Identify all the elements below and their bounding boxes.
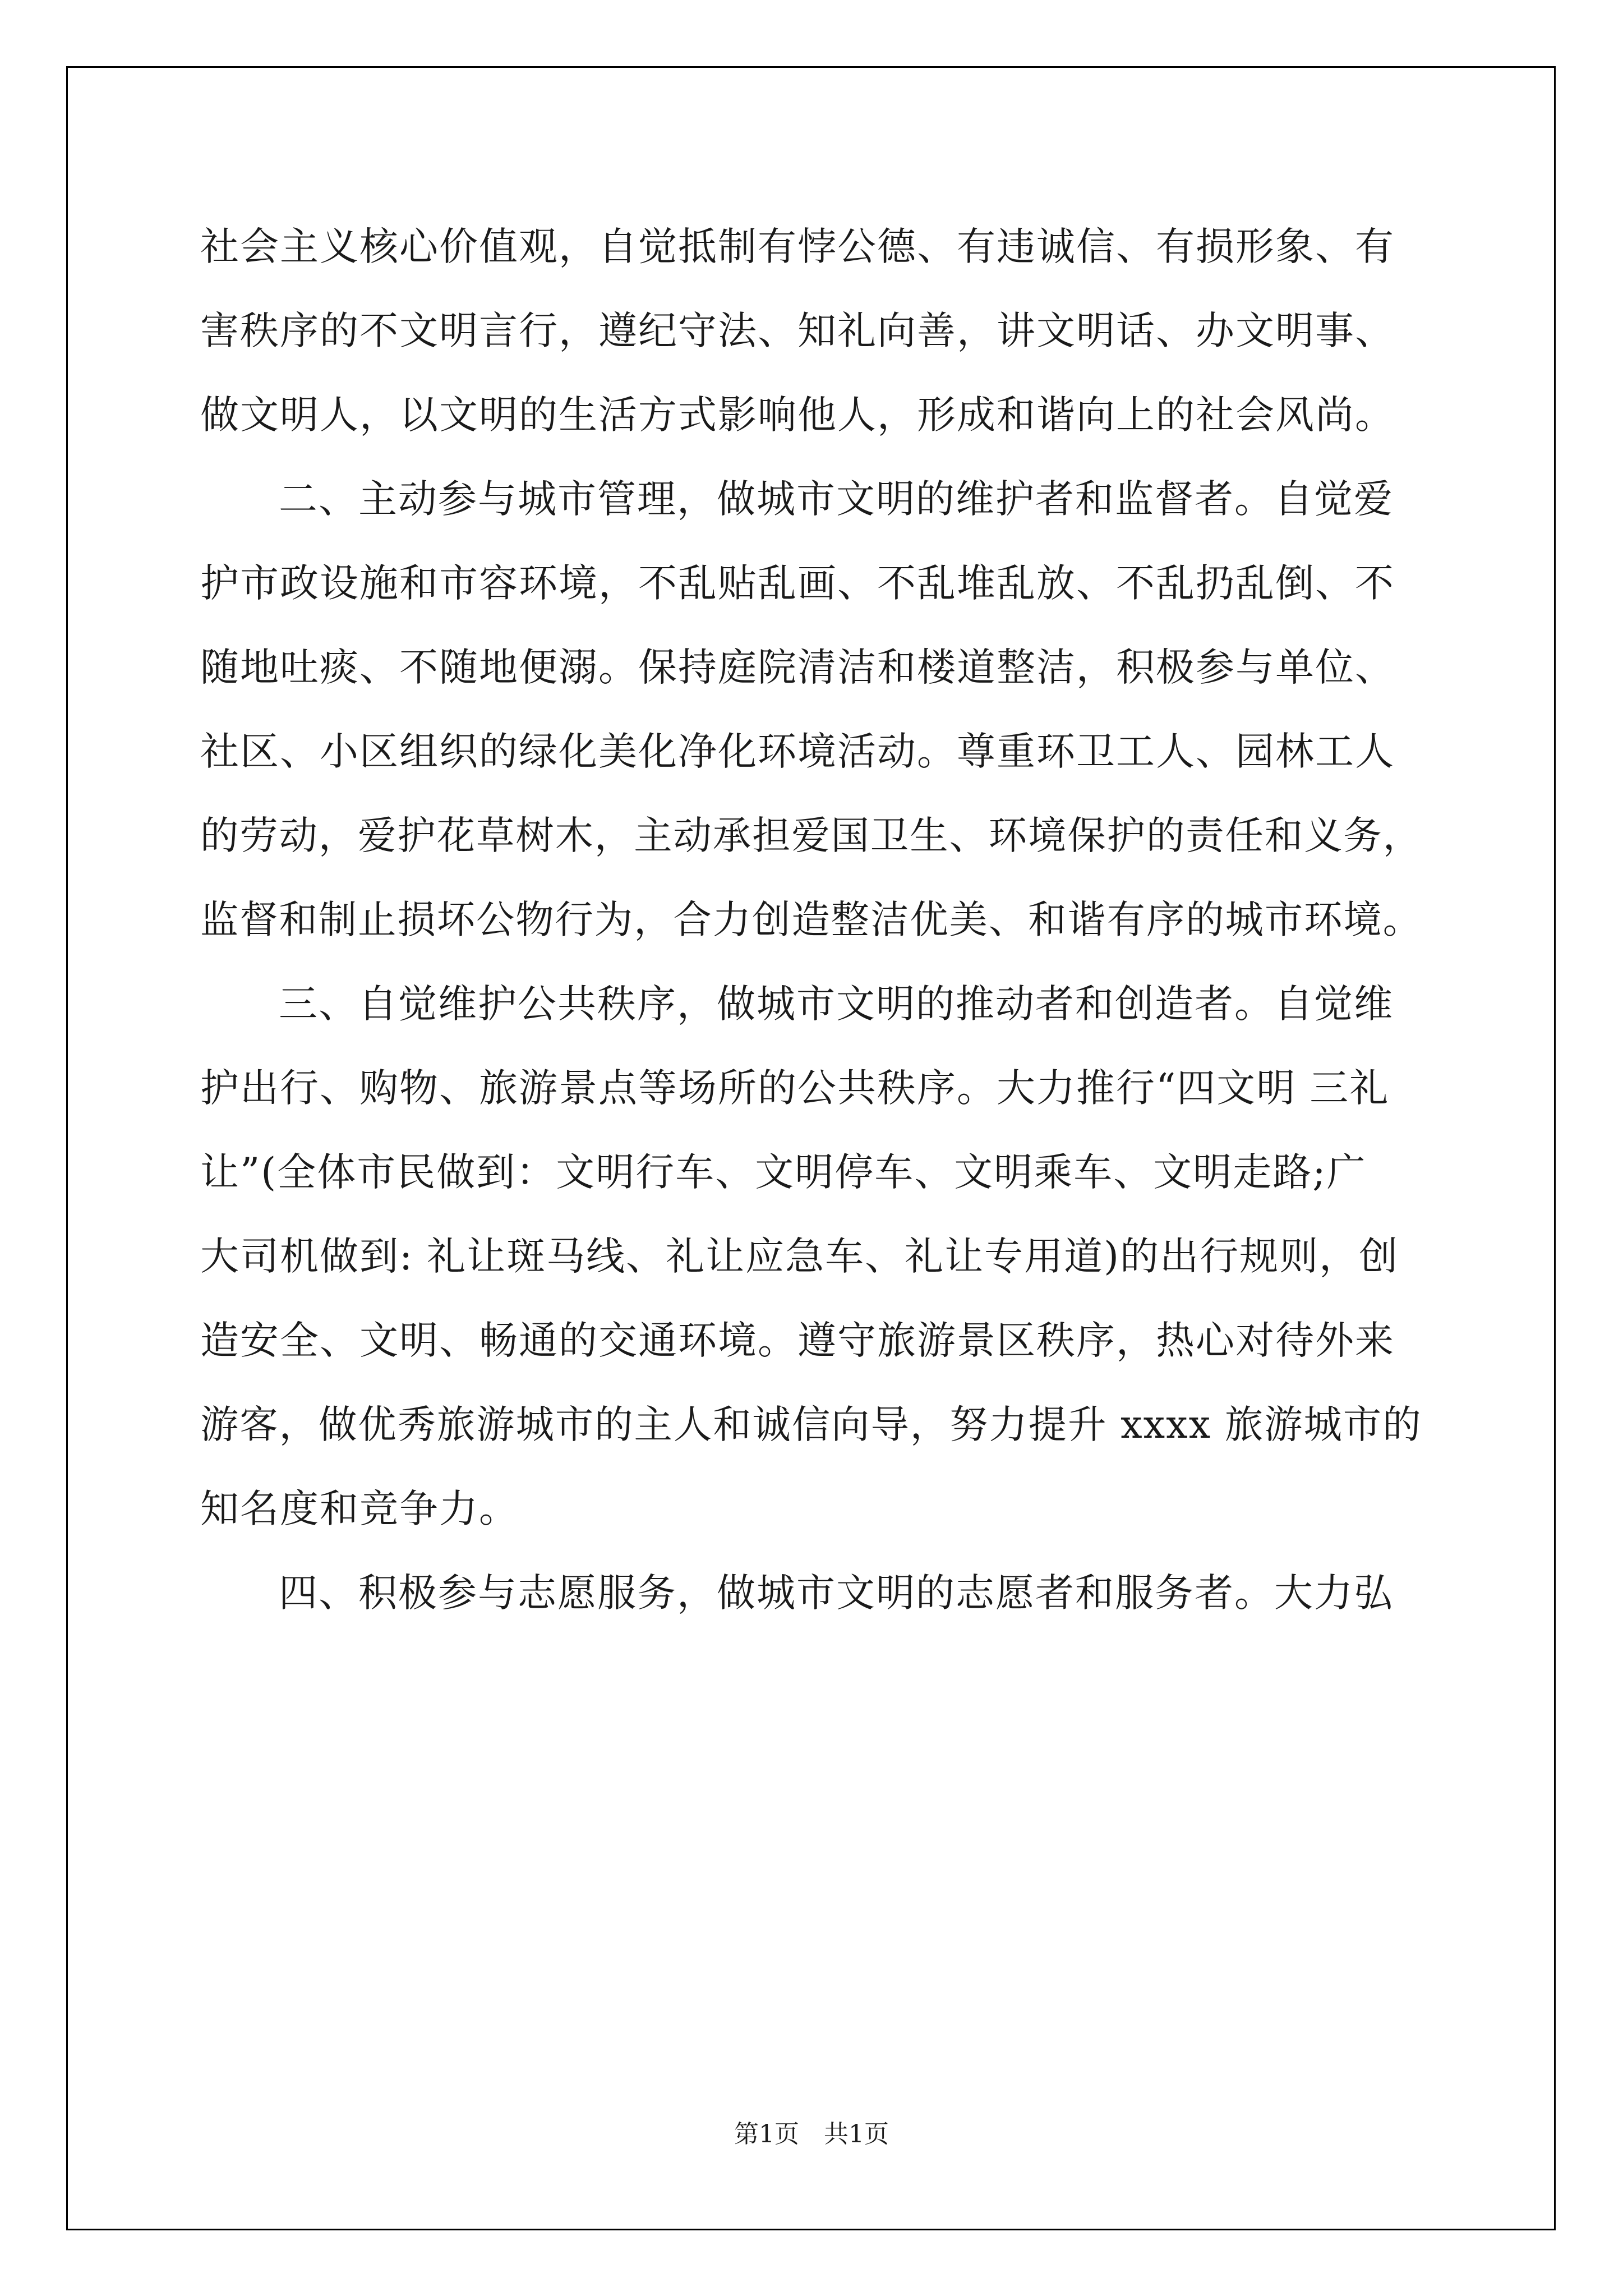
text-line: 护出行、购物、旅游景点等场所的公共秩序。大力推行“四文明 三礼 bbox=[200, 1066, 1390, 1111]
text-line: 社区、小区组织的绿化美化净化环境活动。尊重环卫工人、园林工人 bbox=[200, 729, 1395, 774]
text-line: 监督和制止损坏公物行为，合力创造整洁优美、和谐有序的城市环境。 bbox=[200, 898, 1422, 942]
text-line: 护市政设施和市容环境，不乱贴乱画、不乱堆乱放、不乱扔乱倒、不 bbox=[200, 561, 1395, 606]
text-line: 做文明人，以文明的生活方式影响他人，形成和谐向上的社会风尚。 bbox=[200, 393, 1395, 438]
text-line: 三、自觉维护公共秩序，做城市文明的推动者和创造者。自觉维 bbox=[279, 982, 1394, 1027]
text-line: 四、积极参与志愿服务，做城市文明的志愿者和服务者。大力弘 bbox=[279, 1571, 1394, 1616]
page-footer: 第1页 共1页 bbox=[734, 2120, 889, 2148]
text-line: 社会主义核心价值观，自觉抵制有悖公德、有违诚信、有损形象、有 bbox=[200, 224, 1395, 269]
text-line: 大司机做到: 礼让斑马线、礼让应急车、礼让专用道)的出行规则，创 bbox=[200, 1234, 1399, 1279]
text-line: 二、主动参与城市管理，做城市文明的维护者和监督者。自觉爱 bbox=[279, 477, 1394, 522]
text-line: 的劳动，爱护花草树木，主动承担爱国卫生、环境保护的责任和义务， bbox=[200, 813, 1422, 858]
text-line: 知名度和竞争力。 bbox=[200, 1487, 519, 1531]
text-line: 让”(全体市民做到：文明行车、文明停车、文明乘车、文明走路;广 bbox=[200, 1150, 1367, 1195]
text-line: 随地吐痰、不随地便溺。保持庭院清洁和楼道整洁，积极参与单位、 bbox=[200, 645, 1395, 690]
text-line: 造安全、文明、畅通的交通环境。遵守旅游景区秩序，热心对待外来 bbox=[200, 1318, 1395, 1363]
text-line: 游客，做优秀旅游城市的主人和诚信向导，努力提升 xxxx 旅游城市的 bbox=[200, 1402, 1422, 1447]
text-line: 害秩序的不文明言行，遵纪守法、知礼向善，讲文明话、办文明事、 bbox=[200, 309, 1395, 353]
